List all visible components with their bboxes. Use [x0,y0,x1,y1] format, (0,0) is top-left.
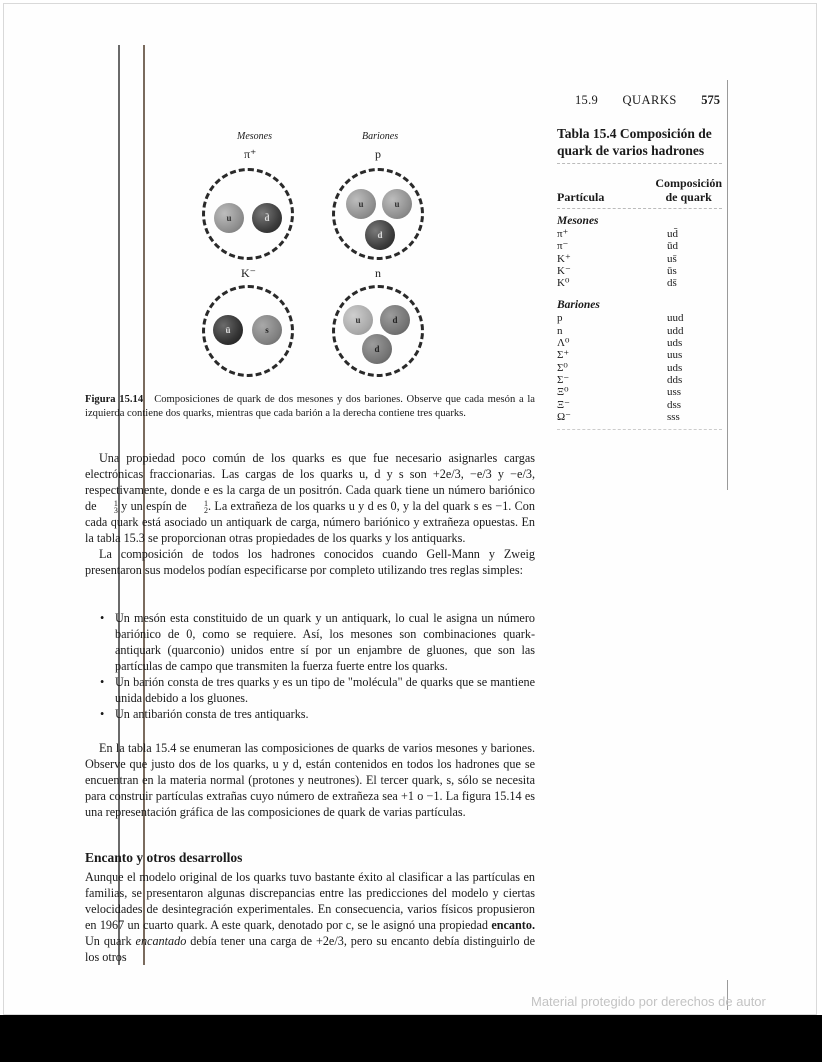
figure-caption [85,393,535,421]
quark-u: u [346,189,376,219]
page-number: 575 [701,93,720,107]
table-row: π⁻ ūd [557,240,678,253]
table-row: p uud [557,312,684,325]
body-paragraph-2: La composición de todos los hadrones conocidos cuando Gell-Mann y Zweig presentaron sus modelos podían especificarse por completo utilizando tres reglas simples: [85,547,535,578]
viewer-bottom-bar [0,1015,822,1062]
table-row: Σ⁻ dds [557,373,683,386]
caption-label: Figura 15.14 [85,394,144,405]
table-row: n udd [557,324,684,337]
fraction-one-third: 1 3 [113,499,118,516]
caption-text: Composiciones de quark de dos mesones y dos bariones. Observe que cada mesón a la izquierda contiene dos quarks, mientras que cada barión a la derecha contiene tres quarks. [85,394,535,419]
running-head [575,93,720,108]
body-paragraph-3: En la tabla 15.4 se enumeran las composiciones de quarks de varios mesones y bariones. Observe que justo dos de los quarks, u y d, están contenidos en todos los hadrones que se encuentran en la materia normal (protones y neutrones). El tercer quark, s, sólo se necesita para construir partículas extrañas cuyo número de extrañeza sea +1 o −1. La figura 15.14 es una representación gráfica de las composiciones de quark de varias partículas. [85,741,535,819]
table-rule [557,429,722,430]
quark-s: s [252,315,282,345]
particle-label-pi-plus: π⁺ [244,147,257,161]
table-row: Λ⁰ uds [557,337,683,350]
table-row: π⁺ ud̄ [557,228,678,240]
table-rule [557,163,722,164]
section-number: 15.9 [575,93,599,107]
particle-label-neutron: n [375,266,381,280]
table-row: Σ⁰ uds [557,361,683,374]
copyright-watermark: Material protegido por derechos de autor [531,994,766,1009]
quark-u: u [214,203,244,233]
quark-anti-u: ū [213,315,243,345]
table-row: K⁰ ds̄ [557,277,677,290]
fraction-one-half: 1 2 [204,499,208,516]
table-row: Ω⁻ sss [557,410,680,423]
quark-anti-d: d̄ [252,203,282,233]
table-row: K⁻ ūs [557,264,677,277]
group-label-mesons: Mesones [557,215,599,227]
column-header-particle: Partícula [557,190,605,204]
baryons-column-label: Bariones [362,131,399,142]
column-header-composition: Composición de quark [655,176,722,204]
quark-d: d [380,305,410,335]
table-header [557,176,722,204]
quark-u: u [382,189,412,219]
quark-composition-figure [180,125,440,385]
table-title: Tabla 15.4 Composición de quark de varios hadrones [557,126,712,158]
rules-list [100,610,535,722]
table-row: K⁺ us̄ [557,252,677,265]
quark-composition-table [557,125,722,430]
list-item: • Un barión consta de tres quarks y es un tipo de "molécula" de quarks que se mantiene unida debido a los gluones. [100,674,535,706]
body-paragraph-1: Una propiedad poco común de los quarks es que fue necesario asignarles cargas electrónicas fraccionarias. Las cargas de los quarks u, d y s son +2e/3, −e/3 y −e/3, respectivamente, donde e es la carga de un positrón. Cada quark tiene un número bariónico de 1 3 y un espín de 1 2 . La extrañeza de los quarks u y d es 0, y la del quark s es −1. Con cada quark está asociado un antiquark de carga, número bariónico y extrañeza opuestas. En la tabla 15.3 se proporcionan otras propiedades de los quarks y los antiquarks. La composición de todos los hadrones conocidos cuando Gell-Mann y Zweig presentaron sus modelos podían especificarse por completo utilizando tres reglas simples: [85,451,535,578]
quark-d: d [362,334,392,364]
table-row: Ξ⁰ uss [557,386,682,399]
list-item: • Un mesón esta constituido de un quark y un antiquark, lo cual le asigna un número bariónico de 0, como se requiere. Así, los mesones son combinaciones quark-antiquark (quarconio) unidos entre sí por un enjambre de gluones, que son las partículas de campo que transmiten la fuerza fuerte entre los quarks. [100,610,535,674]
quark-d: d [365,220,395,250]
table-row: Ξ⁻ dss [557,398,682,411]
particle-label-k-minus: K⁻ [241,266,256,280]
section-heading: Encanto y otros desarrollos [85,850,243,865]
body-paragraph-4: Aunque el modelo original de los quarks tuvo bastante éxito al clasificar a las partículas en familias, se presentaron algunas discrepancias entre las predicciones del modelo y ciertas velocidades de desintegración experimentales. En consecuencia, varios físicos propusieron en 1967 un cuarto quark. A este quark, denotado por c, se le asignó una propiedad encanto. Un quark encantado debía tener una carga de +2e/3, pero su encanto debía distinguirlo de los otros [85,870,535,964]
list-item: • Un antibarión consta de tres antiquarks. [100,706,535,722]
chapter-section-title: QUARKS [622,93,677,107]
group-label-baryons: Bariones [557,299,600,312]
table-rule [557,208,722,209]
mesons-column-label: Mesones [237,131,272,142]
margin-line [727,80,728,490]
particle-label-proton: p [375,147,381,161]
quark-u: u [343,305,373,335]
table-row: Σ⁺ uus [557,349,683,362]
